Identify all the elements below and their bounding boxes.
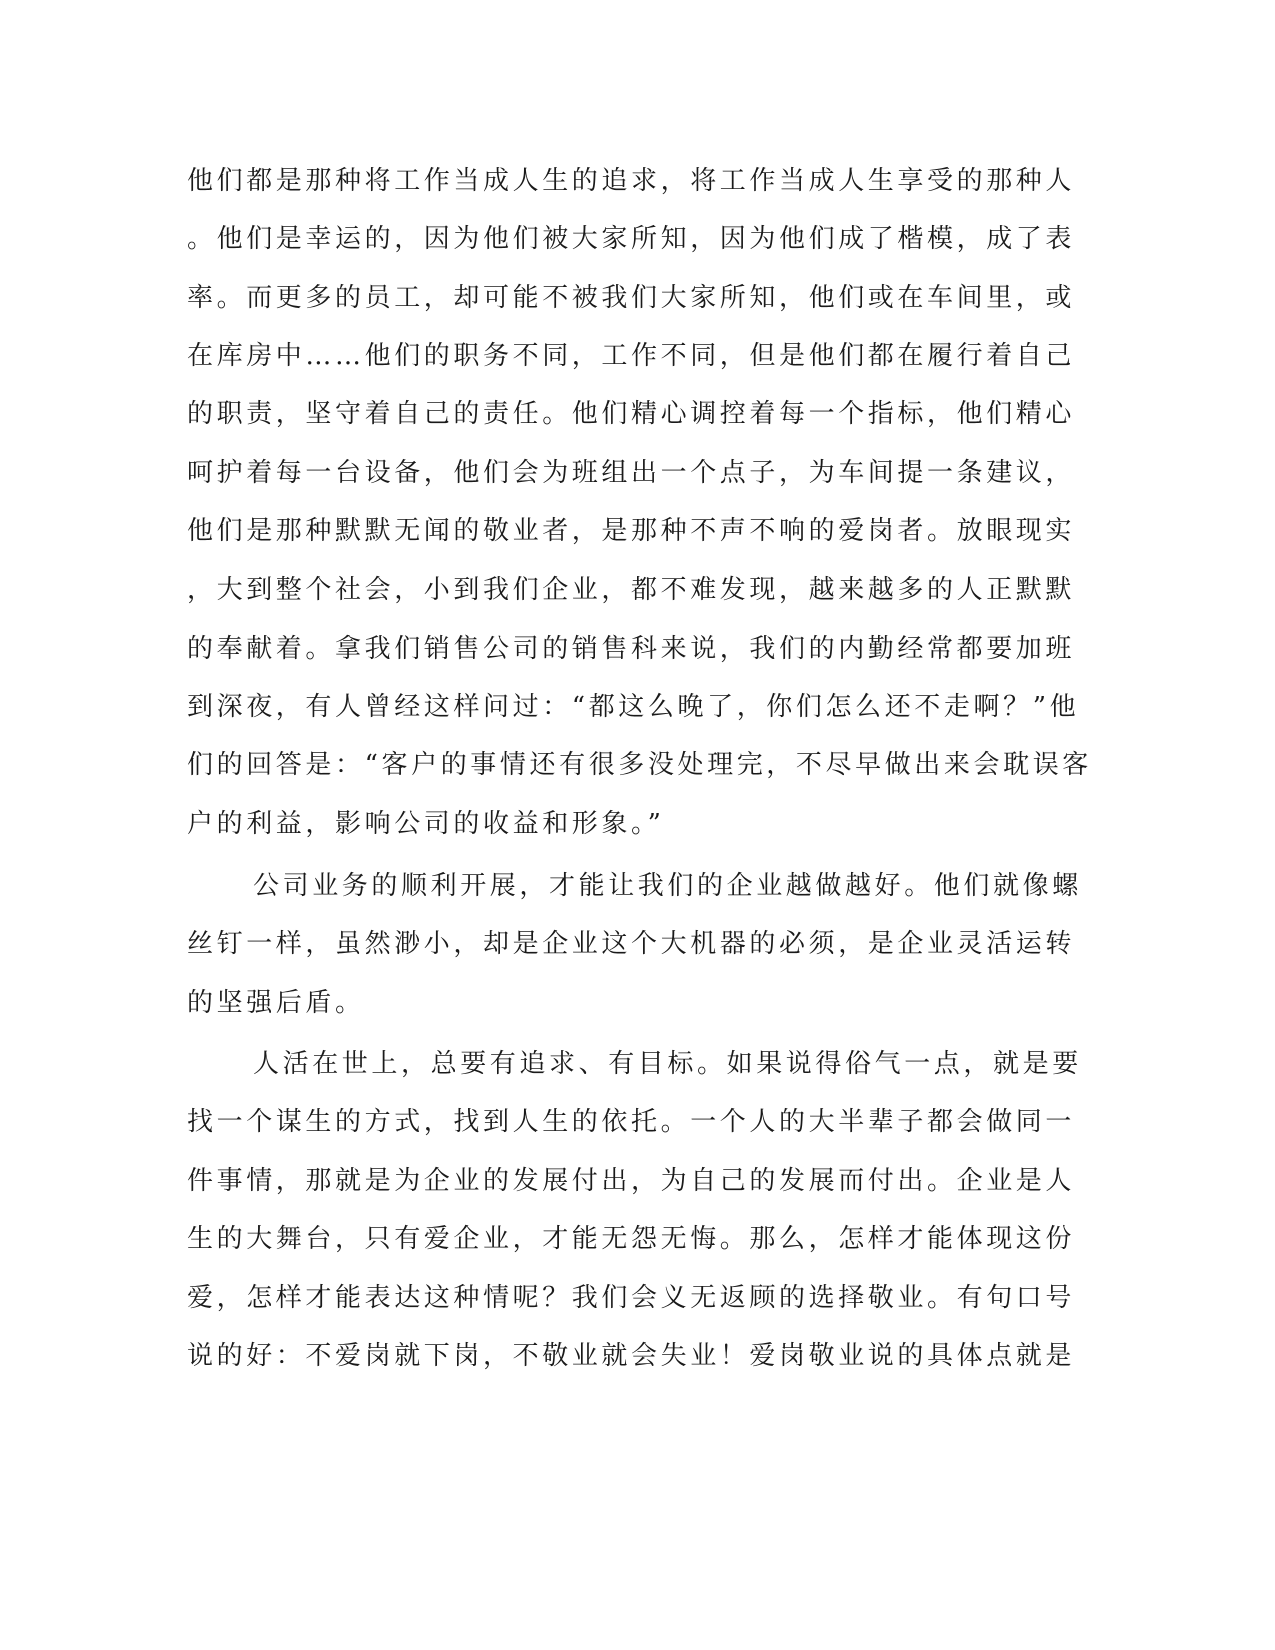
text-line: 件事情，那就是为企业的发展付出，为自己的发展而付出。企业是人 xyxy=(187,1166,1076,1196)
text-line: 户的利益，影响公司的收益和形象。” xyxy=(187,809,665,839)
text-line: 生的大舞台，只有爱企业，才能无怨无悔。那么，怎样才能体现这份 xyxy=(187,1224,1076,1254)
text-line: 爱，怎样才能表达这种情呢？我们会义无返顾的选择敬业。有句口号 xyxy=(187,1283,1076,1313)
text-line: 说的好：不爱岗就下岗，不敬业就会失业！爱岗敬业说的具体点就是 xyxy=(187,1341,1076,1371)
text-line: 的坚强后盾。 xyxy=(187,988,365,1018)
text-line: 丝钉一样，虽然渺小，却是企业这个大机器的必须，是企业灵活运转 xyxy=(187,929,1076,959)
text-line: 的职责，坚守着自己的责任。他们精心调控着每一个指标，他们精心 xyxy=(187,399,1076,429)
text-line: 找一个谋生的方式，找到人生的依托。一个人的大半辈子都会做同一 xyxy=(187,1107,1076,1137)
text-line: ，大到整个社会，小到我们企业，都不难发现，越来越多的人正默默 xyxy=(187,575,1076,605)
text-line: 他们是那种默默无闻的敬业者，是那种不声不响的爱岗者。放眼现实 xyxy=(187,516,1076,546)
text-line: 们的回答是：“客户的事情还有很多没处理完，不尽早做出来会耽误客 xyxy=(187,750,1092,780)
text-line: 他们都是那种将工作当成人生的追求，将工作当成人生享受的那种人 xyxy=(187,166,1076,196)
paragraph-first-line: 人活在世上，总要有追求、有目标。如果说得俗气一点，就是要 xyxy=(253,1049,1082,1079)
text-line: 。他们是幸运的，因为他们被大家所知，因为他们成了楷模，成了表 xyxy=(187,224,1076,254)
text-line: 率。而更多的员工，却可能不被我们大家所知，他们或在车间里，或 xyxy=(187,283,1076,313)
text-line: 的奉献着。拿我们销售公司的销售科来说，我们的内勤经常都要加班 xyxy=(187,634,1076,664)
text-line: 到深夜，有人曾经这样问过：“都这么晚了，你们怎么还不走啊？”他 xyxy=(187,692,1080,722)
paragraph-first-line: 公司业务的顺利开展，才能让我们的企业越做越好。他们就像螺 xyxy=(253,871,1082,901)
text-line: 呵护着每一台设备，他们会为班组出一个点子，为车间提一条建议， xyxy=(187,458,1076,488)
text-line: 在库房中……他们的职务不同，工作不同，但是他们都在履行着自己 xyxy=(187,341,1076,371)
